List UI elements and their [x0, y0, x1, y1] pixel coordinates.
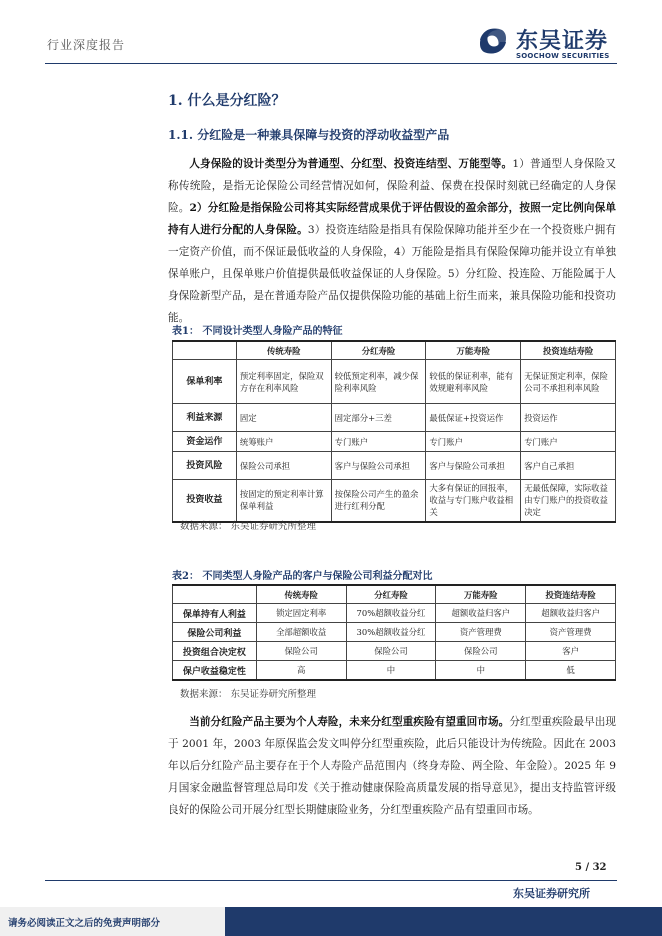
table2: [172, 584, 616, 681]
table-cell: 低: [526, 661, 616, 681]
logo-english-name: SOOCHOW SECURITIES: [516, 52, 610, 60]
table-row-header: 保单利率: [173, 360, 237, 404]
table-cell: 客户与保险公司承担: [331, 452, 426, 480]
table-cell: 投资运作: [521, 404, 616, 432]
table-row-header: 利益来源: [173, 404, 237, 432]
table2-caption: 表2： 不同类型人身险产品的客户与保险公司利益分配对比: [172, 571, 433, 582]
table-row: [173, 404, 616, 432]
table1-header-dividend: 分红寿险: [331, 341, 426, 360]
table-row: [173, 604, 616, 623]
table-cell: 固定: [236, 404, 331, 432]
table-cell: 中: [436, 661, 526, 681]
table2-header-traditional: 传统寿险: [256, 585, 346, 604]
table-cell: 30%超额收益分红: [346, 623, 436, 642]
outlook-bold: 当前分红险产品主要为个人寿险，未来分红型重疾险有望重回市场。: [189, 716, 510, 728]
table-cell: 客户自己承担: [521, 452, 616, 480]
company-logo: [476, 24, 621, 64]
table1-header-blank: [173, 341, 237, 360]
table-row-header: 投资组合决定权: [173, 642, 257, 661]
table-row-header: 资金运作: [173, 432, 237, 452]
table-cell: 锁定固定利率: [256, 604, 346, 623]
table2-source: 数据来源： 东吴证券研究所整理: [180, 689, 317, 700]
section-heading: 1. 什么是分红险？: [168, 93, 286, 109]
disclaimer-note: 请务必阅读正文之后的免责声明部分: [8, 918, 161, 929]
table-cell: 大多有保证的回报率，收益与专门账户收益相关: [426, 480, 521, 522]
table-cell: 中: [346, 661, 436, 681]
table-cell: 统筹账户: [236, 432, 331, 452]
table-row-header: 保户收益稳定性: [173, 661, 257, 681]
table-row: [173, 432, 616, 452]
table-cell: 保险公司承担: [236, 452, 331, 480]
table-cell: 保险公司: [436, 642, 526, 661]
table-row-header: 投资风险: [173, 452, 237, 480]
outlook-paragraph: [168, 711, 616, 821]
table-cell: 按固定的预定利率计算保单利益: [236, 480, 331, 522]
table-row: [173, 480, 616, 522]
table-cell: 保险公司: [256, 642, 346, 661]
intro-bold-1: 人身保险的设计类型分为普通型、分红型、投资连结型、万能型等。: [189, 158, 513, 170]
table-cell: 客户与保险公司承担: [426, 452, 521, 480]
report-type-label: 行业深度报告: [47, 38, 126, 52]
table-cell: 高: [256, 661, 346, 681]
table-cell: 专门账户: [521, 432, 616, 452]
table-row-header: 投资收益: [173, 480, 237, 522]
table-cell: 较低预定利率，减少保险利率风险: [331, 360, 426, 404]
intro-text-1: 1）普通型人身保险又称传统险，是指无论保险公司经营情况如何，保险利益、保费在投保时刻就已经确定的人身保险。: [168, 158, 616, 214]
intro-bold-2: 2）分红险是指保险公司将其实际经营成果优于评估假设的盈余部分，按照一定比例向保单持有人进行分配的人身保险。: [168, 202, 616, 236]
table-row: [173, 661, 616, 681]
table1-source: 数据来源： 东吴证券研究所整理: [180, 521, 317, 532]
footer-divider: [45, 880, 617, 881]
logo-chinese-name: 东吴证券: [516, 29, 609, 54]
table1-header-traditional: 传统寿险: [236, 341, 331, 360]
table-row: [173, 360, 616, 404]
footer-organization: 东吴证券研究所: [513, 887, 590, 900]
table1-caption: 表1： 不同设计类型人身险产品的特征: [172, 326, 343, 337]
table-cell: 无保证预定利率，保险公司不承担利率风险: [521, 360, 616, 404]
table-cell: 按保险公司产生的盈余进行红利分配: [331, 480, 426, 522]
intro-paragraph: [168, 153, 616, 329]
table1-header-unit-linked: 投资连结寿险: [521, 341, 616, 360]
table1: [172, 340, 616, 523]
table-cell: 专门账户: [426, 432, 521, 452]
table-row-header: 保险公司利益: [173, 623, 257, 642]
table-cell: 资产管理费: [526, 623, 616, 642]
table-cell: 超额收益归客户: [436, 604, 526, 623]
table2-header-blank: [173, 585, 257, 604]
table-cell: 70%超额收益分红: [346, 604, 436, 623]
table2-header-universal: 万能寿险: [436, 585, 526, 604]
table-cell: 较低的保证利率，能有效规避利率风险: [426, 360, 521, 404]
table-cell: 预定利率固定，保险双方存在利率风险: [236, 360, 331, 404]
table-cell: 最低保证+投资运作: [426, 404, 521, 432]
table-row: [173, 623, 616, 642]
table-row: [173, 452, 616, 480]
page-number: 5 / 32: [575, 862, 607, 873]
table-cell: 超额收益归客户: [526, 604, 616, 623]
table-cell: 资产管理费: [436, 623, 526, 642]
outlook-text: 分红型重疾险最早出现于 2001 年，2003 年原保监会发文叫停分红型重疾险，此后只能设计为传统险。因此在 2003 年以后分红险产品主要存在于个人寿险产品范围内（终身寿险、两全险、年金险）。2025 年 9 月国家金融监督管理总局印发《关于推动健康保险高质量发展的指导意见》，提出支持监管评级良好的保险公司开展分红型长期健康险业务，分红型重疾险产品有望重回市场。: [168, 716, 617, 816]
table-cell: 专门账户: [331, 432, 426, 452]
subsection-heading: 1.1. 分红险是一种兼具保障与投资的浮动收益型产品: [168, 128, 450, 142]
intro-text-2: 3）投资连结险是指具有保险保障功能并至少在一个投资账户拥有一定资产价值，而不保证最低收益的人身保险，4）万能险是指具有保险保障功能并设立有单独保单账户，且保单账户价值提供最低收益保证的人身保险。5）分红险、投连险、万能险属于人身保险新型产品，是在普通寿险产品仅提供保险功能的基础上衍生而来，兼具保险功能和投资功能。: [168, 224, 617, 324]
table-row-header: 保单持有人利益: [173, 604, 257, 623]
table2-header-dividend: 分红寿险: [346, 585, 436, 604]
disclaimer-box: [0, 907, 225, 936]
table-row: [173, 642, 616, 661]
table-cell: 客户: [526, 642, 616, 661]
table-cell: 固定部分+三差: [331, 404, 426, 432]
table-cell: 全部超额收益: [256, 623, 346, 642]
table1-header-universal: 万能寿险: [426, 341, 521, 360]
footer-bar: [0, 907, 662, 936]
table-cell: 保险公司: [346, 642, 436, 661]
table-cell: 无最低保障，实际收益由专门账户的投资收益决定: [521, 480, 616, 522]
table2-header-unit-linked: 投资连结寿险: [526, 585, 616, 604]
soochow-logo-icon: [476, 24, 510, 58]
header-divider: [45, 63, 617, 64]
